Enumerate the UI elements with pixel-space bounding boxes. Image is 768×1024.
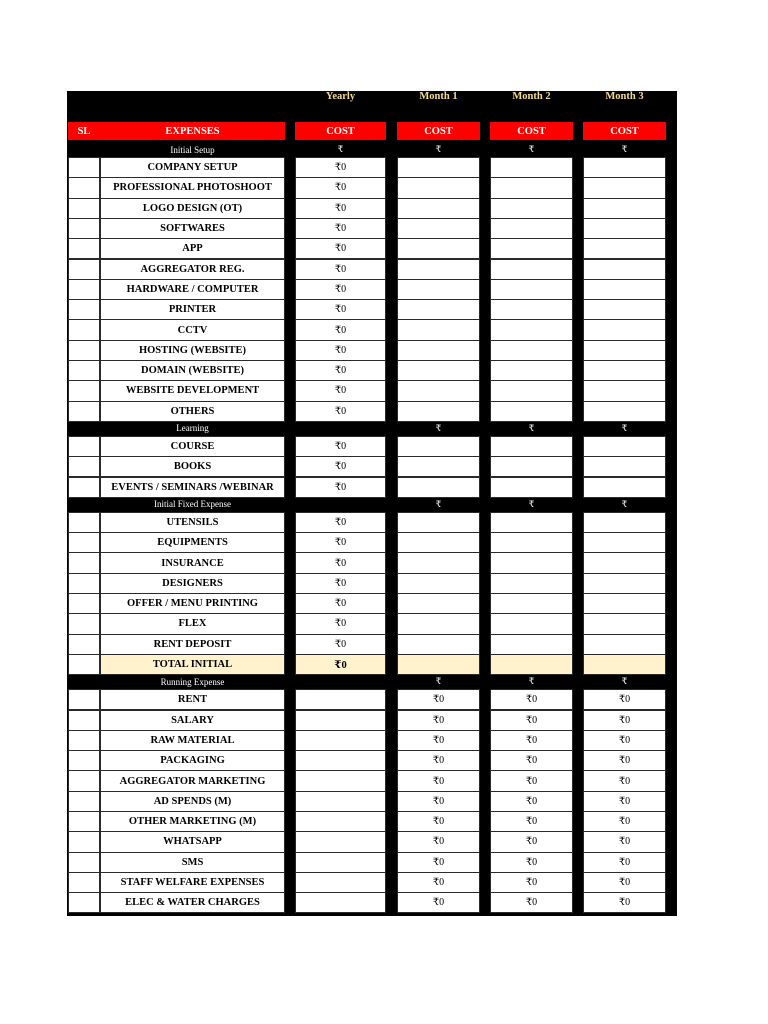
running-month-1-cost[interactable]: ₹0: [397, 811, 480, 832]
running-sl-cell[interactable]: [68, 872, 100, 893]
running-month-3-cost[interactable]: ₹0: [583, 852, 666, 873]
initial-setup-month-1-cost[interactable]: [397, 198, 480, 219]
initial-fixed-row: [67, 613, 677, 633]
learning-expense-name: BOOKS: [100, 456, 285, 477]
running-month-3-cost[interactable]: ₹0: [583, 872, 666, 893]
initial-setup-expense-name: SOFTWARES: [100, 218, 285, 239]
initial-setup-month-2-cost[interactable]: [490, 380, 573, 401]
initial-setup-sl-cell[interactable]: [68, 238, 100, 259]
running-sl-cell[interactable]: [68, 791, 100, 812]
running-expense-name: WHATSAPP: [100, 831, 285, 852]
running-row: [67, 770, 677, 790]
running-month-3-cost[interactable]: ₹0: [583, 892, 666, 913]
initial-fixed-row: [67, 573, 677, 593]
learning-row: [67, 456, 677, 476]
initial-setup-month-3-cost[interactable]: [583, 319, 666, 340]
section-initial-fixed-month-3-currency: ₹: [621, 498, 628, 509]
initial-fixed-sl-cell[interactable]: [68, 593, 100, 614]
running-month-1-cost[interactable]: ₹0: [397, 852, 480, 873]
initial-setup-sl-cell[interactable]: [68, 401, 100, 422]
running-month-3-cost[interactable]: ₹0: [583, 811, 666, 832]
initial-setup-expense-name: AGGREGATOR REG.: [100, 259, 285, 280]
initial-setup-month-2-cost[interactable]: [490, 279, 573, 300]
running-yearly-cost[interactable]: [295, 791, 386, 812]
initial-setup-expense-name: DOMAIN (WEBSITE): [100, 360, 285, 381]
header-month-2-cost: COST: [490, 122, 573, 140]
section-learning-row: [67, 421, 677, 437]
initial-setup-month-2-cost[interactable]: [490, 360, 573, 381]
initial-fixed-month-2-cost[interactable]: [490, 573, 573, 594]
initial-setup-month-1-cost[interactable]: [397, 279, 480, 300]
section-initial-setup-month-2-currency: ₹: [528, 144, 535, 154]
initial-fixed-yearly-cost[interactable]: ₹0: [295, 552, 386, 573]
initial-setup-month-1-cost[interactable]: [397, 380, 480, 401]
initial-setup-expense-name: WEBSITE DEVELOPMENT: [100, 380, 285, 401]
initial-setup-month-3-cost[interactable]: [583, 238, 666, 259]
running-sl-cell[interactable]: [68, 811, 100, 832]
running-month-2-cost[interactable]: ₹0: [490, 892, 573, 913]
running-expense-name: OTHER MARKETING (M): [100, 811, 285, 832]
running-expense-name: SMS: [100, 852, 285, 873]
header-month-3: Month 3: [605, 91, 644, 102]
section-initial-fixed-label: Initial Fixed Expense: [154, 499, 231, 510]
initial-setup-month-3-cost[interactable]: [583, 360, 666, 381]
initial-setup-month-1-cost[interactable]: [397, 299, 480, 320]
running-row: [67, 872, 677, 892]
running-month-2-cost[interactable]: ₹0: [490, 730, 573, 751]
running-yearly-cost[interactable]: [295, 770, 386, 791]
initial-setup-month-2-cost[interactable]: [490, 218, 573, 239]
section-initial-setup-month-3-currency: ₹: [621, 144, 628, 154]
initial-setup-sl-cell[interactable]: [68, 299, 100, 320]
header-month-2: Month 2: [512, 91, 551, 102]
initial-fixed-month-2-cost[interactable]: [490, 634, 573, 655]
running-row: [67, 750, 677, 770]
initial-setup-row: [67, 360, 677, 380]
initial-fixed-expense-name: OFFER / MENU PRINTING: [100, 593, 285, 614]
initial-fixed-yearly-cost[interactable]: ₹0: [295, 512, 386, 533]
section-running-month-1-currency: ₹: [435, 676, 442, 687]
initial-setup-expense-name: LOGO DESIGN (OT): [100, 198, 285, 219]
initial-setup-yearly-cost[interactable]: ₹0: [295, 198, 386, 219]
learning-month-3-cost[interactable]: [583, 477, 666, 498]
initial-setup-month-1-cost[interactable]: [397, 259, 480, 280]
initial-setup-expense-name: CCTV: [100, 319, 285, 340]
initial-setup-sl-cell[interactable]: [68, 198, 100, 219]
section-initial-setup-yearly-currency: ₹: [337, 144, 344, 154]
running-yearly-cost[interactable]: [295, 892, 386, 913]
header-sl: SL: [68, 122, 100, 140]
initial-setup-row: [67, 299, 677, 319]
initial-fixed-sl-cell[interactable]: [68, 512, 100, 533]
running-month-1-cost[interactable]: ₹0: [397, 791, 480, 812]
running-month-2-cost[interactable]: ₹0: [490, 710, 573, 731]
learning-sl-cell[interactable]: [68, 436, 100, 457]
section-learning-month-3-currency: ₹: [621, 422, 628, 433]
header-month-1: Month 1: [419, 91, 458, 102]
initial-setup-sl-cell[interactable]: [68, 157, 100, 178]
running-sl-cell[interactable]: [68, 770, 100, 791]
initial-setup-yearly-cost[interactable]: ₹0: [295, 177, 386, 198]
running-month-1-cost[interactable]: ₹0: [397, 872, 480, 893]
running-sl-cell[interactable]: [68, 750, 100, 771]
initial-setup-row: [67, 401, 677, 421]
learning-month-2-cost[interactable]: [490, 436, 573, 457]
running-row: [67, 689, 677, 709]
learning-row: [67, 477, 677, 497]
initial-fixed-expense-name: INSURANCE: [100, 552, 285, 573]
initial-setup-row: [67, 259, 677, 279]
initial-setup-month-3-cost[interactable]: [583, 380, 666, 401]
running-sl-cell[interactable]: [68, 689, 100, 710]
running-yearly-cost[interactable]: [295, 811, 386, 832]
section-initial-fixed-row: [67, 497, 677, 513]
learning-yearly-cost[interactable]: ₹0: [295, 477, 386, 498]
learning-month-1-cost[interactable]: [397, 456, 480, 477]
running-month-2-cost[interactable]: ₹0: [490, 811, 573, 832]
running-month-1-cost[interactable]: ₹0: [397, 710, 480, 731]
running-sl-cell[interactable]: [68, 831, 100, 852]
total-initial-label: TOTAL INITIAL: [100, 654, 285, 675]
initial-setup-month-2-cost[interactable]: [490, 238, 573, 259]
initial-setup-sl-cell[interactable]: [68, 319, 100, 340]
running-yearly-cost[interactable]: [295, 750, 386, 771]
header-columns-row: [67, 120, 677, 140]
initial-setup-month-1-cost[interactable]: [397, 218, 480, 239]
running-month-1-cost[interactable]: ₹0: [397, 750, 480, 771]
initial-setup-month-3-cost[interactable]: [583, 218, 666, 239]
initial-setup-month-2-cost[interactable]: [490, 299, 573, 320]
initial-setup-row: [67, 177, 677, 197]
header-yearly-cost: COST: [295, 122, 386, 140]
section-initial-setup-label: Initial Setup: [170, 144, 215, 155]
initial-setup-row: [67, 157, 677, 177]
running-month-3-cost[interactable]: ₹0: [583, 750, 666, 771]
learning-month-1-cost[interactable]: [397, 477, 480, 498]
initial-setup-month-3-cost[interactable]: [583, 157, 666, 178]
running-month-3-cost[interactable]: ₹0: [583, 710, 666, 731]
running-month-2-cost[interactable]: ₹0: [490, 831, 573, 852]
initial-setup-month-2-cost[interactable]: [490, 259, 573, 280]
initial-fixed-month-3-cost[interactable]: [583, 593, 666, 614]
header-month-1-cost: COST: [397, 122, 480, 140]
section-running-month-2-currency: ₹: [528, 676, 535, 687]
running-month-1-cost[interactable]: ₹0: [397, 892, 480, 913]
initial-fixed-sl-cell[interactable]: [68, 613, 100, 634]
running-expense-name: PACKAGING: [100, 750, 285, 771]
learning-row: [67, 436, 677, 456]
running-row: [67, 892, 677, 912]
initial-setup-month-1-cost[interactable]: [397, 340, 480, 361]
initial-setup-expense-name: PRINTER: [100, 299, 285, 320]
initial-fixed-month-1-cost[interactable]: [397, 512, 480, 533]
running-month-2-cost[interactable]: ₹0: [490, 750, 573, 771]
initial-fixed-month-2-cost[interactable]: [490, 613, 573, 634]
initial-fixed-expense-name: FLEX: [100, 613, 285, 634]
initial-setup-yearly-cost[interactable]: ₹0: [295, 259, 386, 280]
initial-fixed-sl-cell[interactable]: [68, 573, 100, 594]
running-month-1-cost[interactable]: ₹0: [397, 730, 480, 751]
running-month-1-cost[interactable]: ₹0: [397, 689, 480, 710]
header-yearly: Yearly: [325, 91, 356, 102]
total-initial-month-1[interactable]: [397, 654, 480, 675]
total-initial-sl-cell[interactable]: [68, 654, 100, 675]
initial-setup-yearly-cost[interactable]: ₹0: [295, 360, 386, 381]
initial-fixed-month-2-cost[interactable]: [490, 593, 573, 614]
initial-fixed-month-3-cost[interactable]: [583, 512, 666, 533]
initial-setup-yearly-cost[interactable]: ₹0: [295, 380, 386, 401]
initial-setup-expense-name: COMPANY SETUP: [100, 157, 285, 178]
initial-setup-month-1-cost[interactable]: [397, 360, 480, 381]
initial-fixed-month-1-cost[interactable]: [397, 634, 480, 655]
initial-fixed-month-1-cost[interactable]: [397, 573, 480, 594]
initial-fixed-yearly-cost[interactable]: ₹0: [295, 532, 386, 553]
running-sl-cell[interactable]: [68, 710, 100, 731]
initial-setup-month-3-cost[interactable]: [583, 259, 666, 280]
initial-setup-yearly-cost[interactable]: ₹0: [295, 319, 386, 340]
running-row: [67, 710, 677, 730]
header-expenses: EXPENSES: [100, 122, 285, 140]
initial-setup-month-2-cost[interactable]: [490, 319, 573, 340]
section-initial-setup-month-1-currency: ₹: [435, 144, 442, 154]
running-expense-name: ELEC & WATER CHARGES: [100, 892, 285, 913]
learning-sl-cell[interactable]: [68, 456, 100, 477]
initial-setup-month-3-cost[interactable]: [583, 340, 666, 361]
header-titles-row: [67, 91, 677, 120]
section-running-row: [67, 674, 677, 690]
initial-fixed-sl-cell[interactable]: [68, 532, 100, 553]
learning-expense-name: COURSE: [100, 436, 285, 457]
running-expense-name: AD SPENDS (M): [100, 791, 285, 812]
running-sl-cell[interactable]: [68, 852, 100, 873]
initial-setup-row: [67, 319, 677, 339]
running-row: [67, 791, 677, 811]
running-row: [67, 831, 677, 851]
initial-setup-month-2-cost[interactable]: [490, 177, 573, 198]
running-month-3-cost[interactable]: ₹0: [583, 831, 666, 852]
running-month-2-cost[interactable]: ₹0: [490, 852, 573, 873]
initial-fixed-month-3-cost[interactable]: [583, 634, 666, 655]
expense-spreadsheet: [67, 91, 677, 916]
initial-setup-month-3-cost[interactable]: [583, 198, 666, 219]
initial-setup-yearly-cost[interactable]: ₹0: [295, 218, 386, 239]
learning-month-3-cost[interactable]: [583, 436, 666, 457]
total-initial-month-3[interactable]: [583, 654, 666, 675]
initial-fixed-sl-cell[interactable]: [68, 634, 100, 655]
initial-setup-expense-name: PROFESSIONAL PHOTOSHOOT: [100, 177, 285, 198]
header-month-3-cost: COST: [583, 122, 666, 140]
learning-sl-cell[interactable]: [68, 477, 100, 498]
section-initial-fixed-month-1-currency: ₹: [435, 498, 442, 509]
initial-fixed-expense-name: RENT DEPOSIT: [100, 634, 285, 655]
learning-yearly-cost[interactable]: ₹0: [295, 436, 386, 457]
initial-setup-sl-cell[interactable]: [68, 279, 100, 300]
running-expense-name: SALARY: [100, 710, 285, 731]
initial-fixed-expense-name: DESIGNERS: [100, 573, 285, 594]
initial-fixed-expense-name: EQUIPMENTS: [100, 532, 285, 553]
running-yearly-cost[interactable]: [295, 831, 386, 852]
initial-fixed-month-1-cost[interactable]: [397, 613, 480, 634]
running-yearly-cost[interactable]: [295, 852, 386, 873]
section-initial-setup-row: [67, 142, 677, 158]
running-expense-name: RENT: [100, 689, 285, 710]
section-learning-label: Learning: [176, 423, 209, 434]
running-sl-cell[interactable]: [68, 730, 100, 751]
initial-setup-month-1-cost[interactable]: [397, 319, 480, 340]
learning-month-1-cost[interactable]: [397, 436, 480, 457]
initial-setup-yearly-cost[interactable]: ₹0: [295, 299, 386, 320]
initial-setup-month-3-cost[interactable]: [583, 177, 666, 198]
section-initial-fixed-month-2-currency: ₹: [528, 498, 535, 509]
initial-setup-sl-cell[interactable]: [68, 177, 100, 198]
running-month-3-cost[interactable]: ₹0: [583, 689, 666, 710]
initial-setup-row: [67, 279, 677, 299]
initial-fixed-yearly-cost[interactable]: ₹0: [295, 613, 386, 634]
section-learning-month-2-currency: ₹: [528, 422, 535, 433]
initial-fixed-month-2-cost[interactable]: [490, 512, 573, 533]
initial-setup-sl-cell[interactable]: [68, 218, 100, 239]
initial-setup-expense-name: APP: [100, 238, 285, 259]
running-sl-cell[interactable]: [68, 892, 100, 913]
initial-setup-row: [67, 340, 677, 360]
learning-expense-name: EVENTS / SEMINARS /WEBINAR: [100, 477, 285, 498]
initial-fixed-month-1-cost[interactable]: [397, 532, 480, 553]
initial-fixed-row: [67, 532, 677, 552]
initial-setup-row: [67, 380, 677, 400]
initial-setup-row: [67, 198, 677, 218]
running-yearly-cost[interactable]: [295, 710, 386, 731]
running-expense-name: AGGREGATOR MARKETING: [100, 770, 285, 791]
initial-fixed-sl-cell[interactable]: [68, 552, 100, 573]
running-month-3-cost[interactable]: ₹0: [583, 770, 666, 791]
initial-setup-sl-cell[interactable]: [68, 360, 100, 381]
initial-fixed-month-3-cost[interactable]: [583, 532, 666, 553]
initial-fixed-row: [67, 593, 677, 613]
learning-yearly-cost[interactable]: ₹0: [295, 456, 386, 477]
initial-setup-month-1-cost[interactable]: [397, 177, 480, 198]
initial-setup-month-1-cost[interactable]: [397, 401, 480, 422]
initial-fixed-row: [67, 512, 677, 532]
total-initial-month-2[interactable]: [490, 654, 573, 675]
initial-setup-row: [67, 218, 677, 238]
initial-setup-expense-name: HOSTING (WEBSITE): [100, 340, 285, 361]
initial-setup-month-2-cost[interactable]: [490, 401, 573, 422]
initial-fixed-month-2-cost[interactable]: [490, 532, 573, 553]
initial-setup-month-1-cost[interactable]: [397, 157, 480, 178]
initial-fixed-month-1-cost[interactable]: [397, 593, 480, 614]
running-month-3-cost[interactable]: ₹0: [583, 791, 666, 812]
initial-fixed-expense-name: UTENSILS: [100, 512, 285, 533]
initial-setup-month-2-cost[interactable]: [490, 340, 573, 361]
running-month-2-cost[interactable]: ₹0: [490, 791, 573, 812]
running-row: [67, 730, 677, 750]
initial-setup-month-1-cost[interactable]: [397, 238, 480, 259]
initial-fixed-yearly-cost[interactable]: ₹0: [295, 593, 386, 614]
initial-fixed-month-3-cost[interactable]: [583, 573, 666, 594]
initial-setup-yearly-cost[interactable]: ₹0: [295, 157, 386, 178]
section-running-label: Running Expense: [160, 676, 225, 687]
running-yearly-cost[interactable]: [295, 872, 386, 893]
initial-fixed-month-1-cost[interactable]: [397, 552, 480, 573]
initial-setup-yearly-cost[interactable]: ₹0: [295, 340, 386, 361]
initial-setup-sl-cell[interactable]: [68, 259, 100, 280]
initial-setup-month-3-cost[interactable]: [583, 401, 666, 422]
initial-fixed-row: [67, 634, 677, 654]
running-month-2-cost[interactable]: ₹0: [490, 872, 573, 893]
initial-setup-yearly-cost[interactable]: ₹0: [295, 238, 386, 259]
initial-fixed-month-2-cost[interactable]: [490, 552, 573, 573]
running-yearly-cost[interactable]: [295, 730, 386, 751]
initial-setup-month-2-cost[interactable]: [490, 157, 573, 178]
initial-setup-month-3-cost[interactable]: [583, 299, 666, 320]
initial-setup-sl-cell[interactable]: [68, 380, 100, 401]
running-month-2-cost[interactable]: ₹0: [490, 689, 573, 710]
initial-setup-month-3-cost[interactable]: [583, 279, 666, 300]
total-initial-yearly: ₹0: [295, 654, 386, 675]
initial-fixed-yearly-cost[interactable]: ₹0: [295, 634, 386, 655]
section-learning-month-1-currency: ₹: [435, 422, 442, 433]
learning-month-2-cost[interactable]: [490, 456, 573, 477]
initial-setup-expense-name: OTHERS: [100, 401, 285, 422]
section-running-month-3-currency: ₹: [621, 676, 628, 687]
total-initial-row: [67, 654, 677, 674]
initial-setup-yearly-cost[interactable]: ₹0: [295, 401, 386, 422]
running-row: [67, 852, 677, 872]
running-row: [67, 811, 677, 831]
running-month-2-cost[interactable]: ₹0: [490, 770, 573, 791]
initial-setup-expense-name: HARDWARE / COMPUTER: [100, 279, 285, 300]
running-month-1-cost[interactable]: ₹0: [397, 831, 480, 852]
initial-fixed-row: [67, 552, 677, 572]
initial-fixed-month-3-cost[interactable]: [583, 552, 666, 573]
initial-fixed-month-3-cost[interactable]: [583, 613, 666, 634]
running-month-1-cost[interactable]: ₹0: [397, 770, 480, 791]
learning-month-2-cost[interactable]: [490, 477, 573, 498]
initial-fixed-yearly-cost[interactable]: ₹0: [295, 573, 386, 594]
running-yearly-cost[interactable]: [295, 689, 386, 710]
running-expense-name: STAFF WELFARE EXPENSES: [100, 872, 285, 893]
running-month-3-cost[interactable]: ₹0: [583, 730, 666, 751]
initial-setup-yearly-cost[interactable]: ₹0: [295, 279, 386, 300]
initial-setup-row: [67, 238, 677, 258]
learning-month-3-cost[interactable]: [583, 456, 666, 477]
initial-setup-sl-cell[interactable]: [68, 340, 100, 361]
running-expense-name: RAW MATERIAL: [100, 730, 285, 751]
initial-setup-month-2-cost[interactable]: [490, 198, 573, 219]
